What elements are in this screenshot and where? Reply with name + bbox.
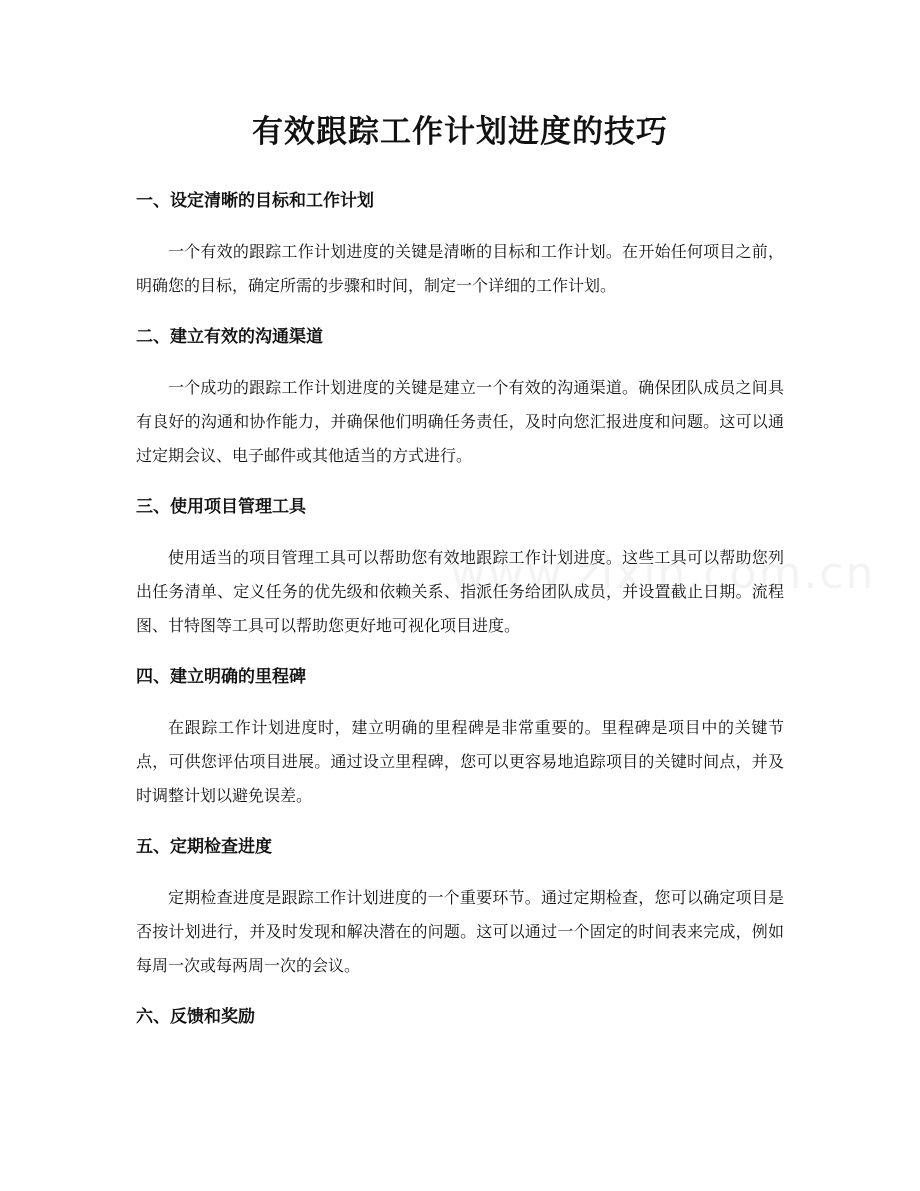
section-heading: 三、使用项目管理工具 (136, 497, 306, 517)
document-body (136, 187, 784, 1031)
section-paragraph: 一个成功的跟踪工作计划进度的关键是建立一个有效的沟通渠道。确保团队成员之间具有良好的沟通和协作能力，并确保他们明确任务责任，及时向您汇报进度和问题。这可以通过定期会议、电子邮件或其他适当的方式进行。 (136, 378, 784, 465)
section-paragraph: 一个有效的跟踪工作计划进度的关键是清晰的目标和工作计划。在开始任何项目之前，明确您的目标，确定所需的步骤和时间，制定一个详细的工作计划。 (136, 242, 784, 295)
section-heading: 二、建立有效的沟通渠道 (136, 327, 323, 347)
section-heading: 六、反馈和奖励 (136, 1007, 255, 1027)
section (136, 187, 784, 303)
section-heading: 一、设定清晰的目标和工作计划 (136, 191, 374, 211)
section (136, 1003, 784, 1031)
document-title: 有效跟踪工作计划进度的技巧 (252, 114, 668, 150)
section-paragraph: 定期检查进度是跟踪工作计划进度的一个重要环节。通过定期检查，您可以确定项目是否按计划进行，并及时发现和解决潜在的问题。这可以通过一个固定的时间表来完成，例如每周一次或每两周一次的会议。 (136, 888, 784, 975)
section-paragraph: 在跟踪工作计划进度时，建立明确的里程碑是非常重要的。里程碑是项目中的关键节点，可供您评估项目进展。通过设立里程碑，您可以更容易地追踪项目的关键时间点，并及时调整计划以避免误差。 (136, 718, 784, 805)
section-heading: 五、定期检查进度 (136, 837, 272, 857)
section (136, 663, 784, 813)
section (136, 833, 784, 983)
section-paragraph: 使用适当的项目管理工具可以帮助您有效地跟踪工作计划进度。这些工具可以帮助您列出任务清单、定义任务的优先级和依赖关系、指派任务给团队成员，并设置截止日期。流程图、甘特图等工具可以帮助您更好地可视化项目进度。 (136, 548, 784, 635)
section-heading: 四、建立明确的里程碑 (136, 667, 306, 687)
section (136, 493, 784, 643)
section (136, 323, 784, 473)
